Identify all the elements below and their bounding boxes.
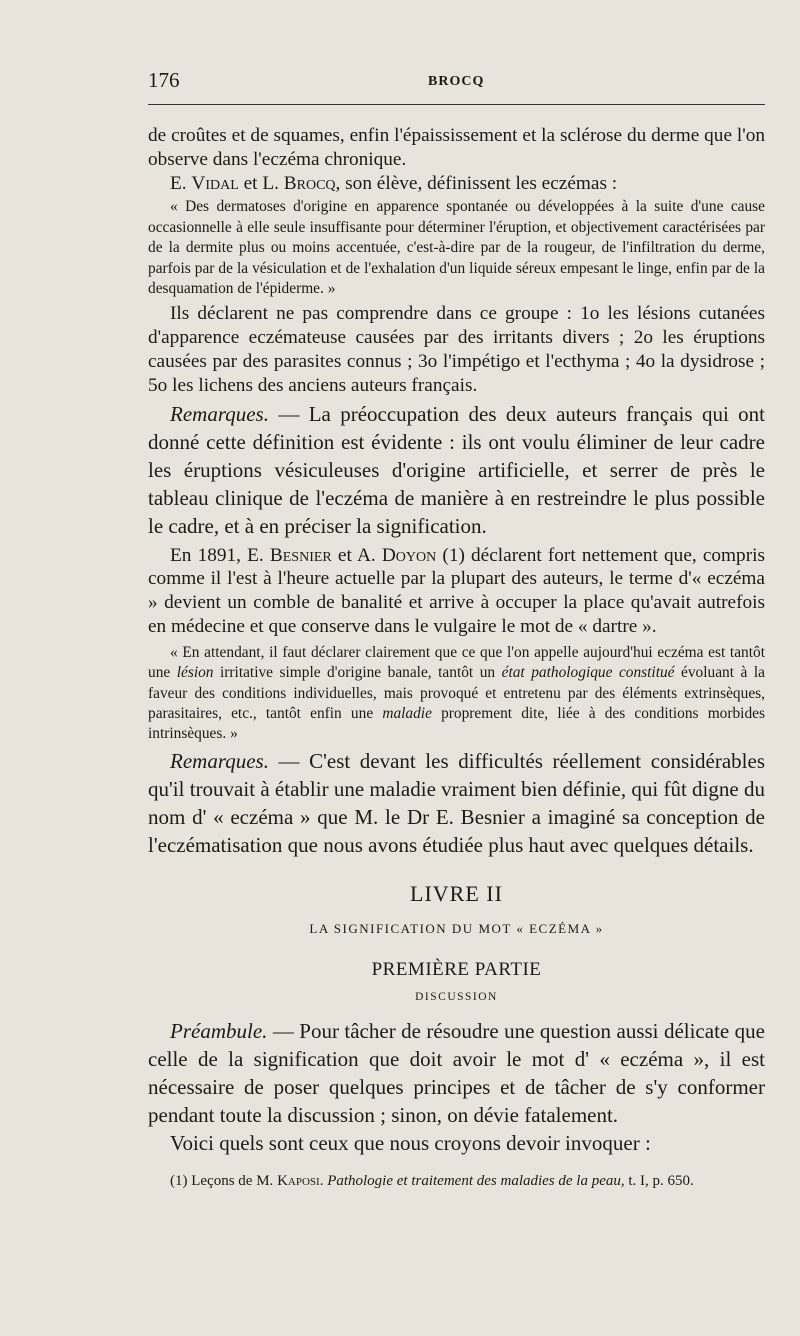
- book-title: Pathologie et traitement des maladies de la peau: [327, 1172, 621, 1189]
- italic-term: maladie: [382, 705, 432, 723]
- author-name: Doyon: [381, 544, 437, 566]
- livre-heading: LIVRE II: [410, 880, 503, 906]
- paragraph-remarques-1: [148, 400, 765, 540]
- text-segment: , son élève, définissent les eczémas :: [335, 172, 618, 194]
- paragraph-preambule: [148, 1017, 765, 1129]
- page-body: [148, 124, 765, 1191]
- text-segment: — La préoccupation des deux auteurs français qui ont donné cette définition est évidente : ils ont voulu éliminer de leur cadre les éruptions vésiculeuses d'origine artificielle, et serrer de près le tableau clinique de l'eczéma de manière à en restreindre le plus possible le cadre, et à en préciser la signification.: [148, 401, 765, 538]
- footnote: [148, 1171, 765, 1191]
- italic-term: lésion: [176, 664, 214, 682]
- text-segment: — C'est devant les difficultés réellement considérables qu'il trouvait à établir une maladie vraiment bien définie, qui fût digne du nom d' « eczéma » que M. le Dr E. Besnier a imaginé sa conception de l'eczématisation que nous avons étudiée plus haut avec quelques détails.: [148, 748, 765, 857]
- text-segment: « En attendant, il faut déclarer clairement que ce que l'on appelle aujourd'hui eczéma est tantôt une: [148, 643, 765, 682]
- livre-subtitle: LA SIGNIFICATION DU MOT « ECZÉMA »: [309, 920, 604, 936]
- text-segment: E.: [170, 172, 192, 194]
- quote-vidal-brocq: « Des dermatoses d'origine en apparence spontanée ou développées à la suite d'une cause occasionnelle à elle seule insuffisante pour déterminer l'éruption, et objectivement caractérisées par de la dermite plus ou moins accentuée, c'est-à-dire par de la rougeur, de l'infiltration du derme, parfois par de la vésiculation et de l'exhalation d'un liquide séreux empesant le linge, enfin par de la desquamation de l'épiderme. »: [148, 198, 765, 298]
- text-segment: irritative simple d'origine banale, tantôt un: [213, 664, 502, 682]
- text-segment: et A.: [331, 544, 382, 566]
- author-name: Brocq: [283, 172, 336, 194]
- text-segment: (1) Leçons de M.: [170, 1172, 278, 1189]
- text-segment: En 1891, E.: [170, 544, 270, 566]
- page-header: [148, 68, 765, 108]
- discussion-heading: DISCUSSION: [415, 990, 498, 1003]
- remarques-label: Remarques.: [170, 748, 269, 773]
- remarques-label: Remarques.: [170, 401, 269, 426]
- running-head: BROCQ: [428, 74, 485, 89]
- text-segment: proprement dite, liée à des conditions morbides intrinsèques. »: [148, 705, 765, 743]
- paragraph-besnier-doyon: [148, 544, 765, 639]
- page-number: 176: [148, 68, 180, 92]
- text-segment: — Pour tâcher de résoudre une question aussi délicate que celle de la signification que doit avoir le mot d' « eczéma », il est nécessaire de poser quelques principes et de tâcher de s'y conformer pendant toute la discussion ; sinon, on dévie fatalement.: [148, 1018, 765, 1127]
- paragraph-1: de croûtes et de squames, enfin l'épaississement et la sclérose du derme que l'on observe dans l'eczéma chronique.: [148, 125, 765, 170]
- author-name: Besnier: [269, 544, 332, 566]
- header-rule: [148, 104, 765, 105]
- paragraph-exclusions: Ils déclarent ne pas comprendre dans ce groupe : 1o les lésions cutanées d'apparence eczémateuse causées par des irritants divers ; 2o les éruptions causées par des parasites connus ; 3o l'impétigo et l'ecthyma ; 4o la dysidrose ; 5o les lichens des anciens auteurs français.: [148, 303, 765, 396]
- italic-term: état pathologique constitué: [501, 664, 675, 682]
- text-segment: et L.: [238, 172, 284, 194]
- paragraph-remarques-2: [148, 747, 765, 859]
- text-segment: , t. I, p. 650.: [620, 1172, 694, 1189]
- text-segment: (1) déclarent fort nettement que, compris comme il l'est à l'heure actuelle par la plupart des auteurs, le terme d'« eczéma » devient un comble de banalité et arrive à occuper la place qu'avait autrefois en médecine et que conserve dans le vulgaire le mot de « dartre ».: [148, 544, 765, 637]
- text-segment: .: [319, 1172, 328, 1189]
- quote-besnier: [148, 643, 765, 745]
- author-name: Kaposi: [277, 1172, 320, 1189]
- text-segment: évoluant à la faveur des conditions individuelles, mais provoqué et entretenu par des éléments extrinsèques, parasitaires, etc., tantôt enfin une: [148, 664, 765, 723]
- paragraph-vidal-brocq: [148, 172, 765, 196]
- paragraph-invoquer: Voici quels sont ceux que nous croyons devoir invoquer :: [170, 1130, 651, 1155]
- author-name: Vidal: [191, 172, 239, 194]
- partie-heading: PREMIÈRE PARTIE: [371, 958, 542, 980]
- preambule-label: Préambule.: [170, 1018, 268, 1043]
